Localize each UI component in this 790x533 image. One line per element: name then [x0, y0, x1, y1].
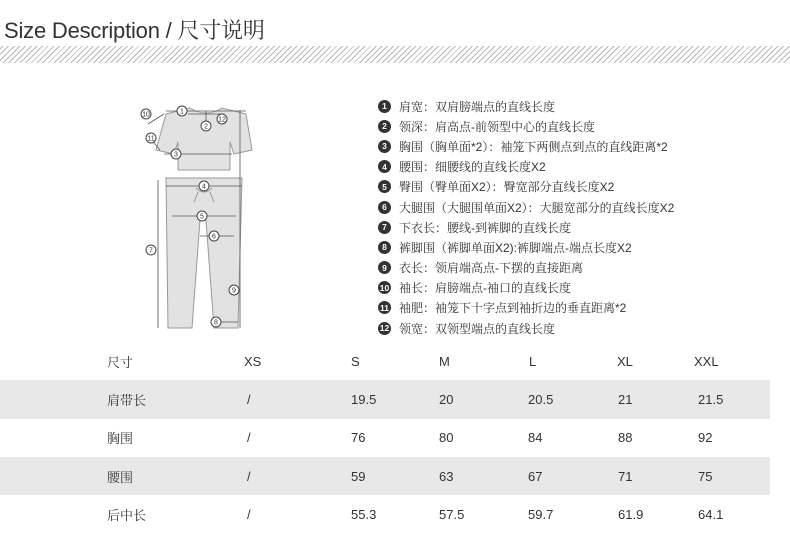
- table-cell: 肩带长: [107, 392, 147, 408]
- table-header-row: [0, 342, 770, 380]
- svg-text:2: 2: [204, 123, 208, 131]
- table-cell: /: [247, 506, 251, 522]
- legend-item: [378, 258, 778, 278]
- svg-text:9: 9: [232, 287, 236, 295]
- table-cell: 80: [439, 430, 454, 446]
- header-cell-xs: XS: [244, 353, 262, 369]
- svg-text:11: 11: [147, 135, 155, 143]
- table-cell: 59: [351, 468, 366, 484]
- svg-text:10: 10: [142, 111, 150, 119]
- figure-marker-8: [211, 317, 221, 327]
- table-cell: /: [247, 430, 251, 446]
- legend-text: 领深：肩高点-前领型中心的直线长度: [399, 119, 595, 134]
- table-cell: 63: [439, 468, 454, 484]
- legend-text: 臀围（臀单面X2）：臀宽部分直线长度X2: [399, 180, 615, 195]
- figure-marker-12: [217, 114, 227, 124]
- table-cell: 88: [618, 430, 633, 446]
- header-cell-m: M: [439, 353, 450, 369]
- legend-text: 裤脚围（裤脚单面X2):裤脚端点-端点长度X2: [399, 240, 632, 255]
- legend-item: [378, 318, 778, 338]
- figure-marker-4: [199, 181, 209, 191]
- figure-marker-5: [197, 211, 207, 221]
- hatch-divider: [0, 46, 790, 63]
- figure-marker-3: [171, 149, 181, 159]
- legend-text: 腰围：细腰线的直线长度X2: [399, 160, 546, 175]
- table-cell: 84: [528, 430, 543, 446]
- svg-text:5: 5: [200, 213, 204, 221]
- table-cell: 59.7: [528, 506, 554, 522]
- garment-outline-svg: [124, 100, 364, 340]
- table-cell: 19.5: [351, 391, 377, 407]
- table-row: [0, 457, 770, 495]
- number-badge: 2: [378, 120, 391, 133]
- legend-text: 袖长：肩膀端点-袖口的直线长度: [399, 281, 571, 296]
- legend-item: [378, 217, 778, 237]
- size-table: [0, 342, 770, 533]
- table-row: [0, 419, 770, 457]
- legend-item: [378, 116, 778, 136]
- legend-text: 肩宽：双肩膀端点的直线长度: [399, 99, 556, 114]
- table-row: [0, 380, 770, 418]
- figure-marker-11: [146, 133, 156, 143]
- table-cell: 腰围: [107, 469, 134, 485]
- figure-marker-2: [201, 121, 211, 131]
- legend-text: 领宽：双领型端点的直线长度: [399, 321, 556, 336]
- legend-text: 大腿围（大腿围单面X2）：大腿宽部分的直线长度X2: [399, 200, 675, 215]
- table-cell: /: [247, 468, 251, 484]
- table-cell: 64.1: [698, 506, 724, 522]
- table-cell: 67: [528, 468, 543, 484]
- legend-item: [378, 136, 778, 156]
- legend-item: [378, 278, 778, 298]
- page-title: Size Description / 尺寸说明: [4, 18, 265, 43]
- header-cell-xxl: XXL: [694, 353, 719, 369]
- number-badge: 3: [378, 140, 391, 153]
- legend-item: [378, 298, 778, 318]
- table-row: [0, 495, 770, 533]
- page-header: [0, 0, 790, 64]
- number-badge: 5: [378, 180, 391, 193]
- svg-text:6: 6: [212, 233, 216, 241]
- garment-diagram: [124, 100, 364, 340]
- legend-item: [378, 237, 778, 257]
- number-badge: 4: [378, 160, 391, 173]
- number-badge: 12: [379, 323, 390, 334]
- svg-text:8: 8: [214, 319, 218, 327]
- legend-item: [378, 197, 778, 217]
- number-badge: 8: [378, 241, 391, 254]
- legend-item: [378, 96, 778, 116]
- table-cell: 57.5: [439, 506, 465, 522]
- figure-marker-6: [209, 231, 219, 241]
- legend-item: [378, 157, 778, 177]
- legend-text: 衣长：领肩端高点-下摆的直接距离: [399, 261, 583, 276]
- number-badge: 1: [378, 100, 391, 113]
- table-cell: 76: [351, 430, 366, 446]
- svg-text:7: 7: [149, 247, 153, 255]
- number-badge: 7: [378, 221, 391, 234]
- table-cell: 21: [618, 391, 633, 407]
- legend-item: [378, 177, 778, 197]
- header-cell-s: S: [351, 353, 360, 369]
- legend-text: 胸围（胸单面*2）：袖笼下两侧点到点的直线距离*2: [399, 139, 668, 154]
- table-cell: 后中长: [107, 507, 147, 523]
- number-badge: 10: [379, 282, 390, 293]
- figure-marker-10: [141, 109, 151, 119]
- table-cell: 21.5: [698, 391, 724, 407]
- measurement-legend: [378, 96, 778, 338]
- figure-marker-7: [146, 245, 156, 255]
- table-cell: /: [247, 391, 251, 407]
- table-cell: 61.9: [618, 506, 644, 522]
- table-cell: 胸围: [107, 431, 134, 447]
- table-cell: 92: [698, 430, 713, 446]
- header-cell-size: 尺寸: [107, 354, 134, 370]
- table-cell: 75: [698, 468, 713, 484]
- top-garment-shape: [156, 108, 252, 170]
- table-cell: 20.5: [528, 391, 554, 407]
- number-badge: 9: [378, 261, 391, 274]
- pants-shape: [166, 178, 242, 328]
- legend-text: 袖肥：袖笼下十字点到袖折边的垂直距离*2: [399, 301, 627, 316]
- header-cell-l: L: [529, 353, 537, 369]
- number-badge: 6: [378, 201, 391, 214]
- header-cell-xl: XL: [617, 353, 633, 369]
- legend-text: 下衣长：腰线-到裤脚的直线长度: [399, 220, 571, 235]
- table-cell: 20: [439, 391, 454, 407]
- svg-text:12: 12: [218, 116, 226, 124]
- table-cell: 71: [618, 468, 633, 484]
- figure-marker-9: [229, 285, 239, 295]
- figure-marker-1: [177, 106, 187, 116]
- svg-text:4: 4: [202, 183, 206, 191]
- table-cell: 55.3: [351, 506, 377, 522]
- number-badge: 11: [380, 302, 389, 313]
- svg-text:1: 1: [180, 108, 184, 116]
- svg-text:3: 3: [174, 151, 178, 159]
